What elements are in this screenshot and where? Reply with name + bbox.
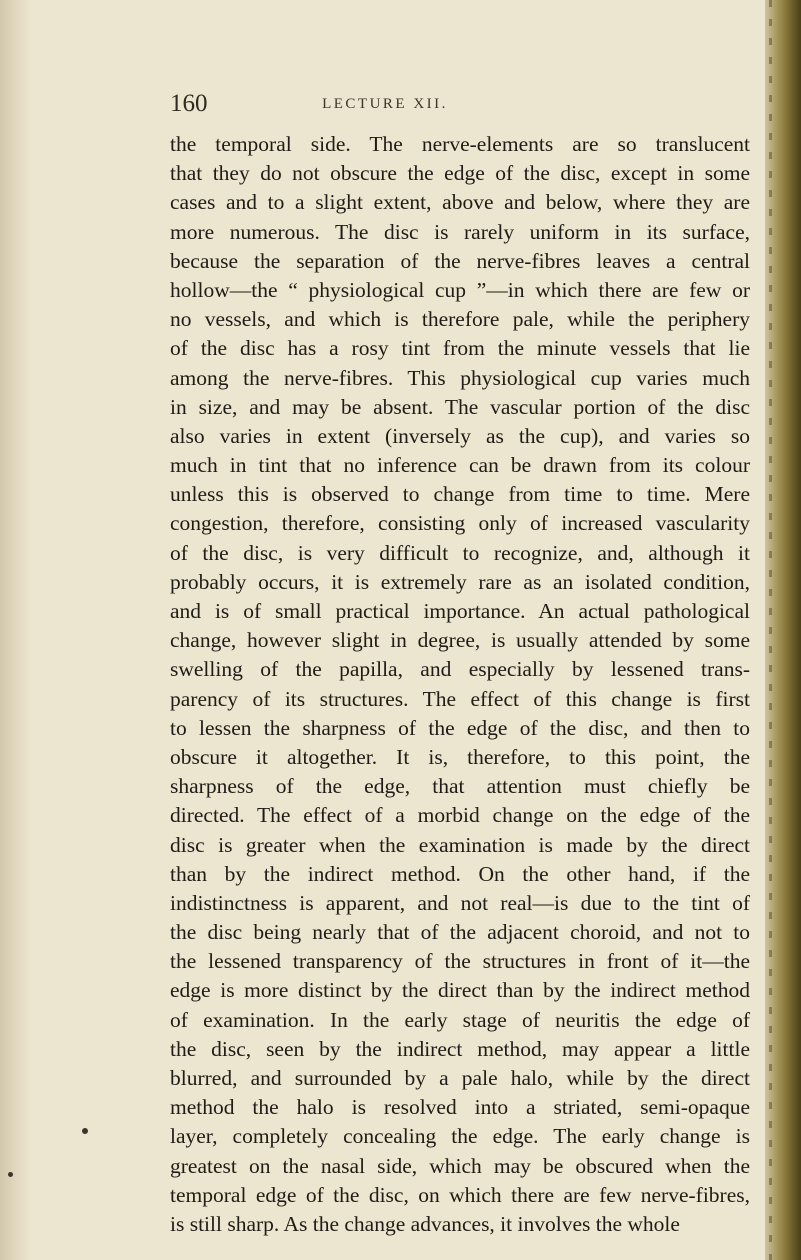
text-line: method the halo is resolved into a striated, semi-opaque <box>170 1095 750 1120</box>
text-line: also varies in extent (inversely as the cup), and varies so <box>170 423 750 448</box>
text-line: and is of small practical importance. An actual pathological <box>170 599 750 623</box>
text-line: the temporal side. The nerve-elements are so translucent <box>170 132 750 156</box>
running-head: LECTURE XII. <box>322 96 448 112</box>
text-line: that they do not obscure the edge of the disc, except in some <box>170 161 750 186</box>
text-line: temporal edge of the disc, on which there are few nerve-fibres, <box>170 1182 750 1207</box>
text-line: to lessen the sharpness of the edge of the disc, and then to <box>170 715 750 740</box>
text-line: of the disc, is very difficult to recognize, and, although it <box>170 540 750 565</box>
text-line: unless this is observed to change from time to time. Mere <box>170 482 750 507</box>
ink-speck <box>82 1128 88 1134</box>
text-line: much in tint that no inference can be drawn from its colour <box>170 453 750 478</box>
text-line: of the disc has a rosy tint from the minute vessels that lie <box>170 336 750 361</box>
text-line: in size, and may be absent. The vascular portion of the disc <box>170 394 750 419</box>
text-line: obscure it altogether. It is, therefore, to this point, the <box>170 744 750 769</box>
text-line: parency of its structures. The effect of this change is first <box>170 686 750 711</box>
text-line: among the nerve-fibres. This physiological cup varies much <box>170 365 750 390</box>
text-line: hollow—the “ physiological cup ”—in which there are few or <box>170 277 750 302</box>
text-line: probably occurs, it is extremely rare as an isolated condition, <box>170 569 750 594</box>
text-line: because the separation of the nerve-fibres leaves a central <box>170 248 750 273</box>
text-line: cases and to a slight extent, above and below, where they are <box>170 190 750 215</box>
page-gutter-shade <box>0 0 30 1260</box>
text-line: blurred, and surrounded by a pale halo, while by the direct <box>170 1066 750 1090</box>
text-line: congestion, therefore, consisting only of increased vascularity <box>170 511 750 536</box>
text-line: layer, completely concealing the edge. The early change is <box>170 1124 750 1149</box>
text-line: disc is greater when the examination is made by the direct <box>170 832 750 857</box>
text-line: swelling of the papilla, and especially by lessened trans- <box>170 657 750 682</box>
text-line: no vessels, and which is therefore pale, while the periphery <box>170 307 750 332</box>
ink-speck <box>8 1172 13 1177</box>
text-line: than by the indirect method. On the other hand, if the <box>170 861 750 886</box>
text-line: change, however slight in degree, is usually attended by some <box>170 628 750 653</box>
text-line: is still sharp. As the change advances, it involves the whole <box>170 1211 680 1236</box>
page-header <box>0 90 760 120</box>
text-line: sharpness of the edge, that attention must chiefly be <box>170 774 750 799</box>
text-line: more numerous. The disc is rarely uniform in its surface, <box>170 219 750 244</box>
text-line: the disc, seen by the indirect method, may appear a little <box>170 1036 750 1061</box>
text-line: directed. The effect of a morbid change on the edge of the <box>170 803 750 828</box>
text-line: greatest on the nasal side, which may be obscured when the <box>170 1153 750 1178</box>
text-line: indistinctness is apparent, and not real—is due to the tint of <box>170 890 750 915</box>
text-line: of examination. In the early stage of neuritis the edge of <box>170 1007 750 1032</box>
text-line: the disc being nearly that of the adjacent choroid, and not to <box>170 920 750 945</box>
body-text <box>170 130 750 1239</box>
text-line: edge is more distinct by the direct than by the indirect method <box>170 978 750 1003</box>
page-number: 160 <box>170 90 208 117</box>
text-line: the lessened transparency of the structures in front of it—the <box>170 949 750 974</box>
binding-edge <box>765 0 801 1260</box>
